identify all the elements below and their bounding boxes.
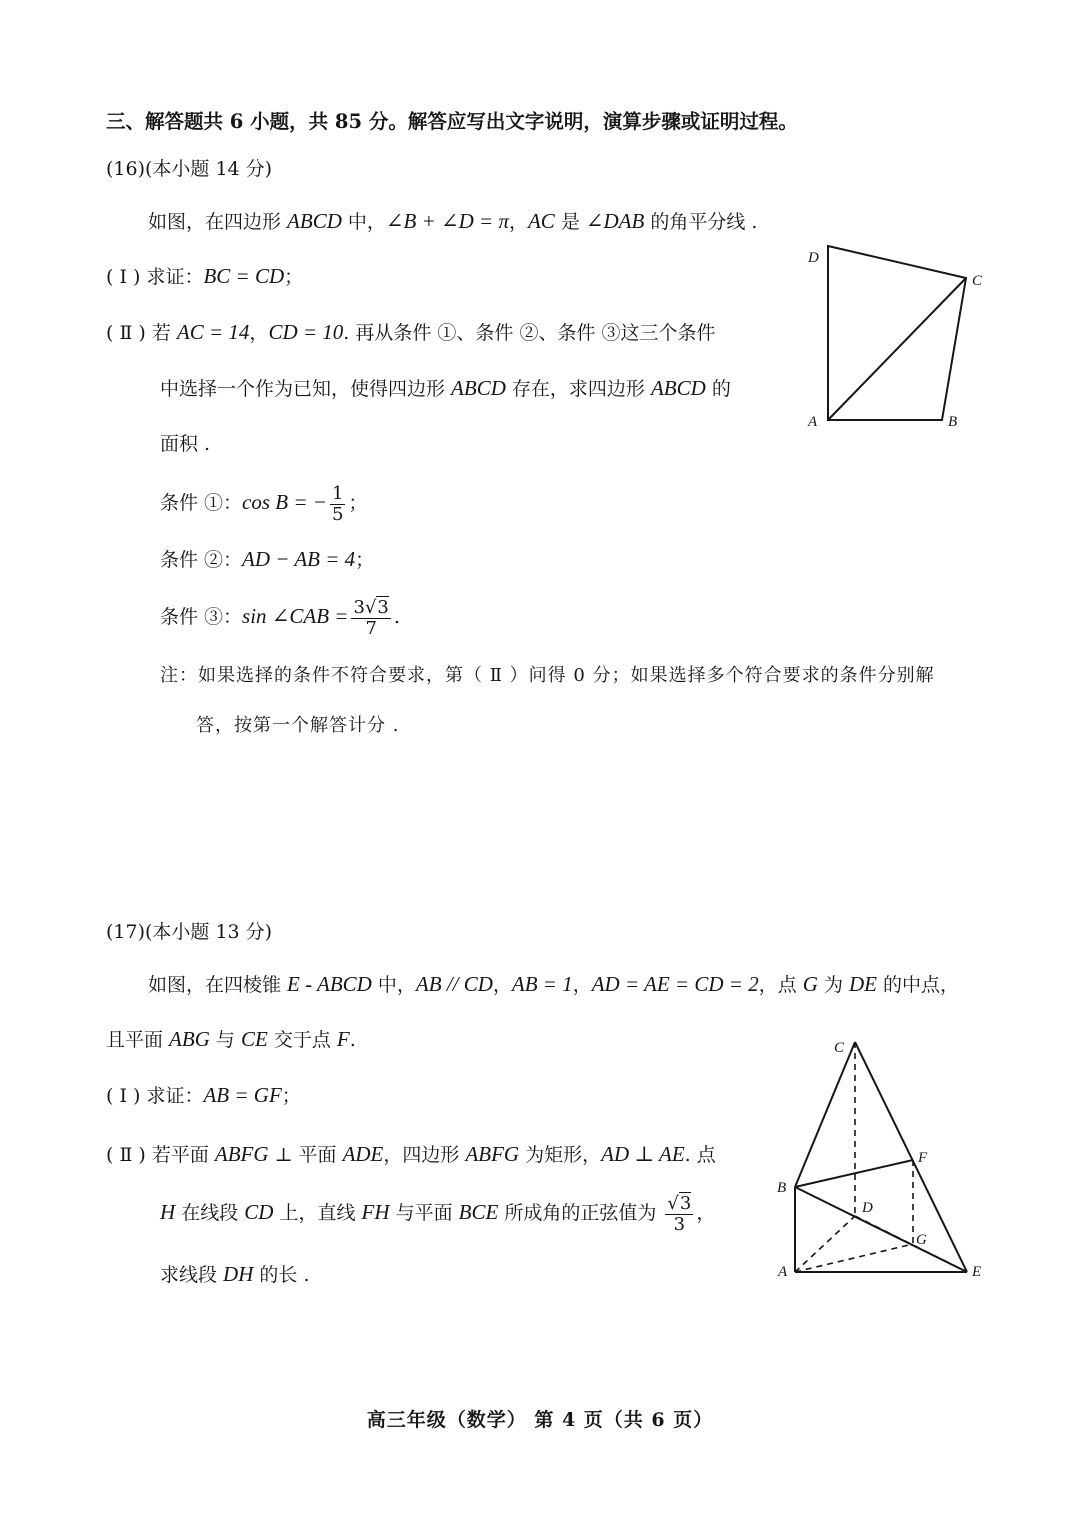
part-label: ( Ⅱ ) — [106, 322, 152, 344]
quadrilateral-abcd — [828, 246, 966, 420]
coefficient: 3 — [353, 596, 365, 618]
text: 平面 — [298, 1144, 343, 1166]
text: 且平面 — [106, 1029, 170, 1051]
q16-note-line1: 注：如果选择的条件不符合要求，第（ Ⅱ ）问得 0 分；如果选择多个符合要求的条件分别解 — [160, 665, 935, 686]
text: 与平面 — [389, 1202, 459, 1224]
label-c: C — [972, 273, 983, 289]
math: FH — [361, 1200, 390, 1224]
text: ，点 — [758, 974, 803, 996]
math: cos B = − — [242, 490, 327, 514]
q16-number: (16) — [106, 158, 146, 180]
text: ， — [696, 1202, 716, 1224]
q17-intro-line2 — [106, 1025, 356, 1054]
radicand: 3 — [679, 1192, 692, 1214]
q17-points: (本小题 13 分) — [145, 921, 273, 943]
text: 所成角的正弦值为 — [498, 1202, 663, 1224]
text: ； — [281, 1085, 301, 1107]
text: 如图，在四棱锥 — [148, 974, 288, 996]
text: 是 — [554, 211, 586, 233]
math: AB // CD — [415, 972, 493, 996]
math: AD ⊥ AE — [601, 1142, 685, 1166]
edge-bf — [795, 1160, 913, 1187]
math: ABFG — [214, 1142, 269, 1166]
q17-part2-line2 — [160, 1190, 715, 1235]
text: 中， — [341, 211, 386, 233]
math: ABG — [169, 1027, 210, 1051]
math: H — [160, 1200, 176, 1224]
math: DH — [223, 1262, 254, 1286]
label-d: D — [808, 250, 819, 266]
part-label: ( Ⅰ ) — [106, 1085, 147, 1107]
fraction — [330, 484, 345, 525]
math: ∠B + ∠D = π — [385, 209, 509, 233]
q16-header — [106, 155, 272, 183]
math: E - ABCD — [287, 972, 372, 996]
text: 如图，在四边形 — [148, 211, 288, 233]
q16-part1 — [106, 262, 303, 291]
q17-number: (17) — [106, 921, 146, 943]
label-a: A — [808, 414, 818, 430]
text: 为 — [817, 974, 850, 996]
math: AC = 14 — [176, 320, 250, 344]
text: 上，直线 — [273, 1202, 362, 1224]
label-e: E — [972, 1264, 982, 1280]
edge-ce — [855, 1042, 967, 1272]
q16-part2-line1 — [106, 318, 715, 347]
page-footer: 高三年级（数学） 第 4 页（共 6 页） — [366, 1409, 714, 1431]
numerator: 3√3 — [353, 596, 389, 618]
q17-pyramid-figure — [770, 1030, 1000, 1290]
text: 若 — [151, 322, 177, 344]
q16-points: (本小题 14 分) — [145, 158, 273, 180]
text: 在线段 — [175, 1202, 245, 1224]
q16-condition-3 — [160, 594, 400, 639]
q16-part2-line3: 面积 . — [160, 433, 211, 455]
text: . 点 — [684, 1144, 716, 1166]
text: . — [349, 1029, 356, 1051]
text: ， — [508, 211, 528, 233]
math: ABCD — [451, 376, 506, 400]
q16-note-line2: 答，按第一个解答计分 . — [196, 715, 400, 736]
q16-intro — [148, 207, 757, 236]
math: ADE — [342, 1142, 384, 1166]
numerator: √3 — [667, 1192, 692, 1214]
math: AB = GF — [203, 1083, 282, 1107]
text: 的中点， — [877, 974, 960, 996]
text: 若平面 — [151, 1144, 215, 1166]
text: ； — [355, 549, 375, 571]
text: 的 — [705, 378, 731, 400]
math: G — [802, 972, 818, 996]
section-header: 三、解答题共 6 小题，共 85 分。解答应写出文字说明，演算步骤或证明过程。 — [106, 110, 798, 133]
text: 中， — [371, 974, 416, 996]
text: . 再从条件 ①、条件 ②、条件 ③这三个条件 — [343, 322, 716, 344]
text: ； — [348, 492, 368, 514]
text: 与 — [209, 1029, 241, 1051]
text: ，四边形 — [383, 1144, 466, 1166]
fraction — [665, 1194, 693, 1235]
q16-condition-1 — [160, 480, 367, 525]
math: ∠DAB — [585, 209, 645, 233]
label-c: C — [834, 1040, 845, 1056]
math: ABCD — [287, 209, 342, 233]
label-b: B — [948, 414, 958, 430]
math: CD — [244, 1200, 274, 1224]
condition-label: 条件 ①： — [160, 492, 243, 514]
math: ABCD — [650, 376, 706, 400]
math: BCE — [458, 1200, 499, 1224]
edge-ad — [795, 1216, 855, 1272]
math: CE — [240, 1027, 268, 1051]
text: 求线段 — [160, 1264, 224, 1286]
text: ； — [284, 266, 304, 288]
radicand: 3 — [377, 596, 389, 618]
numerator: 1 — [331, 482, 344, 504]
part-label: ( Ⅰ ) — [106, 266, 147, 288]
math: BC = CD — [203, 264, 285, 288]
math: F — [336, 1027, 350, 1051]
math: CD = 10 — [268, 320, 344, 344]
label-a: A — [778, 1264, 788, 1280]
text: 交于点 — [267, 1029, 337, 1051]
denominator: 5 — [331, 503, 344, 525]
text: 的长 . — [253, 1264, 310, 1286]
denominator: 7 — [365, 617, 377, 639]
label-b: B — [777, 1180, 787, 1196]
edge-cb — [795, 1042, 855, 1187]
condition-label: 条件 ③： — [160, 606, 243, 628]
q17-part2-line1 — [106, 1140, 716, 1169]
label-d: D — [862, 1200, 873, 1216]
text: ， — [249, 322, 269, 344]
text: 为矩形， — [519, 1144, 602, 1166]
q16-part2-line2 — [160, 374, 731, 403]
text: 中选择一个作为已知，使得四边形 — [160, 378, 452, 400]
math: AB = 1 — [511, 972, 573, 996]
math: AD = AE = CD = 2 — [591, 972, 759, 996]
math: AD − AB = 4 — [242, 547, 356, 571]
text: ⊥ — [268, 1144, 299, 1166]
q17-part1 — [106, 1081, 301, 1110]
q16-quadrilateral-figure — [790, 230, 1000, 440]
text: ， — [492, 974, 512, 996]
fraction — [351, 598, 390, 639]
text: 求证： — [146, 1085, 204, 1107]
label-g: G — [916, 1232, 927, 1248]
math: AC — [527, 209, 555, 233]
math: DE — [849, 972, 878, 996]
text: ， — [572, 974, 592, 996]
label-f: F — [918, 1150, 928, 1166]
q17-part2-line3 — [160, 1260, 310, 1289]
denominator: 3 — [673, 1213, 686, 1235]
edge-be — [795, 1187, 967, 1272]
part-label: ( Ⅱ ) — [106, 1144, 152, 1166]
q16-condition-2 — [160, 545, 374, 574]
q17-header — [106, 918, 272, 946]
edge-ag — [795, 1244, 913, 1272]
math: sin ∠CAB = — [242, 604, 349, 628]
text: 的角平分线 . — [644, 211, 758, 233]
text: 存在，求四边形 — [505, 378, 651, 400]
text: . — [393, 606, 400, 628]
math: ABFG — [465, 1142, 520, 1166]
condition-label: 条件 ②： — [160, 549, 243, 571]
q17-intro — [148, 970, 959, 999]
text: 求证： — [146, 266, 204, 288]
